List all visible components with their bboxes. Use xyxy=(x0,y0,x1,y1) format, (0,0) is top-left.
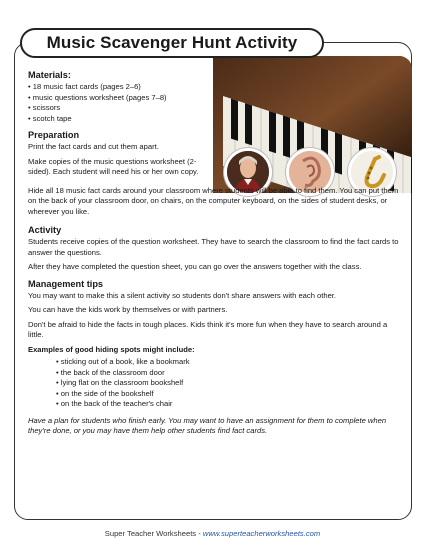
materials-section xyxy=(28,70,218,124)
preparation-section xyxy=(28,130,218,178)
management-p1: You may want to make this a silent activity so students don't share answers with each other. xyxy=(28,290,337,300)
examples-heading: Examples of good hiding spots might include: xyxy=(28,344,195,354)
example-item: • on the back of the teacher's chair xyxy=(56,399,400,410)
preparation-p1: Print the fact cards and cut them apart. xyxy=(28,142,159,151)
closing-note: Have a plan for students who finish early. You may want to have an assignment for them to complete when they're done, or you may have them help other students find fact cards. xyxy=(28,415,387,435)
page-title: Music Scavenger Hunt Activity xyxy=(46,33,298,52)
left-column xyxy=(28,70,218,178)
activity-p2: After they have completed the question sheet, you can go over the answers together with the class. xyxy=(28,262,362,271)
example-item: • the back of the classroom door xyxy=(56,368,400,379)
activity-p1: Students receive copies of the question worksheet. They have to search the classroom to find the fact cards to answer the questions. xyxy=(28,237,399,257)
footer-brand: Super Teacher Worksheets xyxy=(104,529,197,538)
footer xyxy=(0,529,425,538)
example-item: • sticking out of a book, like a bookmark xyxy=(56,357,400,368)
management-heading: Management tips xyxy=(28,278,104,289)
management-p2: You can have the kids work by themselves or with partners. xyxy=(28,305,228,314)
materials-heading: Materials: xyxy=(28,70,71,80)
footer-separator: - xyxy=(196,529,203,538)
example-item: • lying flat on the classroom bookshelf xyxy=(56,378,400,389)
page-title-pill xyxy=(20,28,324,58)
materials-item: • scotch tape xyxy=(28,114,218,125)
preparation-p3: Hide all 18 music fact cards around your classroom where students will be able to find them. You can put them on the back of your classroom door, on chairs, on the computer keyboard, on the sides of student desks, or wherever you like. xyxy=(28,185,399,216)
materials-item: • music questions worksheet (pages 7–8) xyxy=(28,93,218,104)
activity-section xyxy=(28,225,400,273)
activity-heading: Activity xyxy=(28,225,62,235)
examples-list xyxy=(56,357,400,410)
management-section xyxy=(28,279,400,437)
management-p3: Don't be afraid to hide the facts in tough places. Kids think it's more fun when they have to search around a little. xyxy=(28,319,388,339)
instructions-body xyxy=(28,70,400,443)
materials-list xyxy=(28,82,218,124)
preparation-heading: Preparation xyxy=(28,130,80,140)
materials-item: • scissors xyxy=(28,103,218,114)
footer-url-link[interactable]: www.superteacherworksheets.com xyxy=(202,529,321,538)
example-item: • on the side of the bookshelf xyxy=(56,389,400,400)
materials-item: • 18 music fact cards (pages 2–6) xyxy=(28,82,218,93)
preparation-p2: Make copies of the music questions worksheet (2-sided). Each student will need his or her own copy. xyxy=(28,156,199,176)
